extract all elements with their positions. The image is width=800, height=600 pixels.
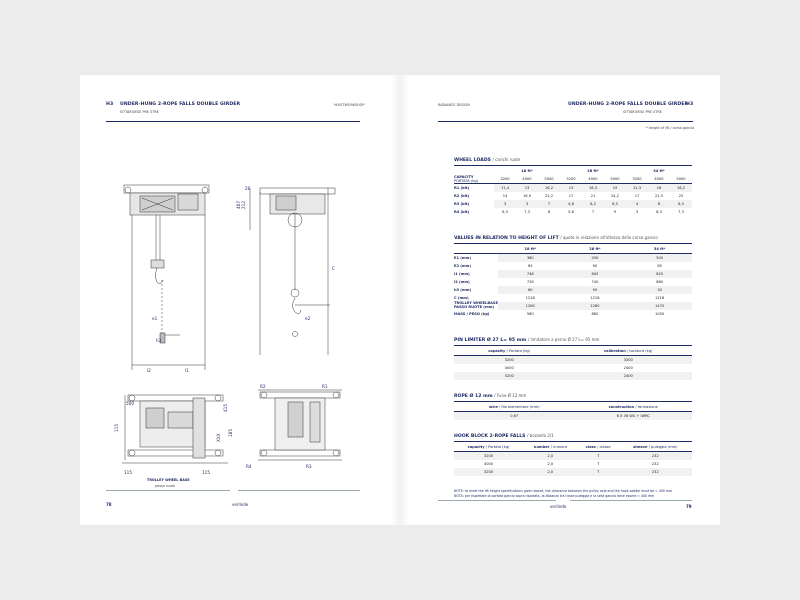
note-english: NOTE: to meet the lift height specifications given above, the clearance between the pulley axle and the hook saddle must be = 400 mm [454, 489, 673, 493]
trolley-wheel-base-sublabel: passo ruote [155, 484, 175, 488]
label-500: 500 [126, 401, 134, 406]
label-e2: e2 [305, 316, 311, 321]
label-115-bottom-right: 115 [202, 470, 210, 475]
right-page-tag: RADIANCE DESIGN [438, 103, 470, 107]
left-page-subtitle: SITTARIVESE PRE STRE [120, 110, 159, 114]
label-l2: l2 [147, 368, 151, 373]
footer-rule-right [238, 490, 360, 491]
header-rule [106, 121, 360, 122]
left-page-title: UNDER-HUNG 2-ROPE FALLS DOUBLE GIRDER [120, 102, 241, 107]
hoist-side-view [250, 188, 335, 355]
trolley-plan-view [122, 395, 228, 463]
right-footer-brand: verlinde [550, 504, 567, 509]
label-r3: R3 [306, 464, 312, 469]
book-spine [392, 75, 408, 525]
rope-title: ROPE Ø 12 mm / Fune Ø 12 mm [454, 393, 527, 399]
hook-block-title: HOOK BLOCK 2-ROPE FALLS / bozzello 2/1 [454, 433, 554, 439]
pin-limiter-rule [454, 345, 692, 346]
right-page [408, 75, 720, 525]
height-values-table: 18 ft* 28 ft* 34 ft* E1 (mm) 380 430 500 E2 (mm) 65 90 65 l1 (mm) 748 845 825 l2 (mm) 728 740 880 h3 (mm) 60 90 30 C (mm) 1218 1218 1218 TROLLEY WHEELBASE PASSO RUOTE (mm) 1260 1280 1470 MASS / PESO (kg) 580 880 1050 [454, 245, 692, 318]
left-page-tag: HOISTWORKSHOP [334, 103, 365, 107]
left-page [80, 75, 392, 525]
label-c: C [332, 266, 335, 271]
height-values-rule [454, 243, 692, 244]
hook-block-table: capacity / Portata (kg) number / numero class / classe sheave / puleggia (mm) 3200 2,0 T 232 4000 2,0 T 232 3200 2,0 T 232 [454, 443, 692, 476]
hook-block-rule [454, 441, 692, 442]
right-page-number: 79 [686, 504, 692, 509]
hoist-front-view [124, 185, 209, 370]
left-page-code: H3 [106, 102, 114, 107]
label-115: 115 [114, 424, 119, 432]
left-footer-brand: verlinde [232, 502, 249, 507]
wheel-loads-rule [454, 165, 692, 166]
left-page-number: 78 [106, 502, 112, 507]
pin-limiter-table: capacity / Portata (kg) calibration / taratura (kg) 3200 3300 4000 2400 3200 2400 [454, 347, 692, 380]
header-rule [438, 121, 693, 122]
label-xxx: XXX [216, 433, 221, 442]
label-115-bottom-left: 115 [124, 470, 132, 475]
trolley-wheel-base-label: TROLLEY WHEEL BASE [147, 478, 190, 482]
label-r2: R2 [260, 384, 266, 389]
right-page-code: H3 [686, 102, 694, 107]
note-italian: NOTA: per rispettare la portata gancio sopra riportata, la distanza tra l'asse puleggia e la sella gancio deve essere = 400 mm [454, 494, 655, 498]
label-e1: e1 [152, 316, 158, 321]
wheel-loads-table: 18 ft* 28 ft* 34 ft* CAPACITY PORTATA (kg) 3200 4000 5000 3200 4000 5000 3200 4000 5000 R1 (kN) 11,4 13 16,2 13 18,3 19 12,3 16 18,2 R2 (kN) 14 16,9 22,2 17 21 24,2 17 21,5 25 R3 (kN) 3 3 7 4,8 8,2 6,5 4 8 8,3 R4 (kN) 6,3 7,3 8 5,8 7 9 3 6,3 7,3 [454, 167, 692, 216]
wheel-load-plan-view [258, 390, 342, 460]
label-26: 26 [245, 186, 251, 191]
rope-rule [454, 401, 692, 402]
label-h3: h3 [156, 338, 162, 343]
label-407: 407 [236, 201, 241, 209]
right-page-title: UNDER-HUNG 2-ROPE FALLS DOUBLE GIRDER [568, 102, 689, 107]
footer-rule-right [570, 500, 692, 501]
rope-table: wire / filo elementare (mm) construction / formazione 0,67 6 X 36 WS + IWRC [454, 403, 692, 420]
top-note: * height of lift / corsa gancio [646, 126, 695, 130]
footer-rule-left [106, 490, 230, 491]
label-185: 185 [228, 429, 233, 437]
label-r4: R4 [246, 464, 252, 469]
pin-limiter-title: PIN LIMITER Ø 27 L= 95 mm / limitatore a perno Ø 27 L= 95 mm [454, 337, 600, 343]
height-values-title: VALUES IN RELATION TO HEIGHT OF LIFT / quote in relazione all'altezza della corsa gancio [454, 235, 658, 241]
right-page-subtitle: SITTARIVESE PRE STRE [623, 110, 662, 114]
wheel-loads-title: WHEEL LOADS / carichi ruote [454, 157, 521, 163]
label-l1: l1 [185, 368, 189, 373]
footer-rule-left [438, 500, 556, 501]
technical-drawing [80, 130, 392, 475]
label-r1: R1 [322, 384, 328, 389]
label-415: 415 [223, 404, 228, 412]
label-212: 212 [241, 201, 246, 209]
